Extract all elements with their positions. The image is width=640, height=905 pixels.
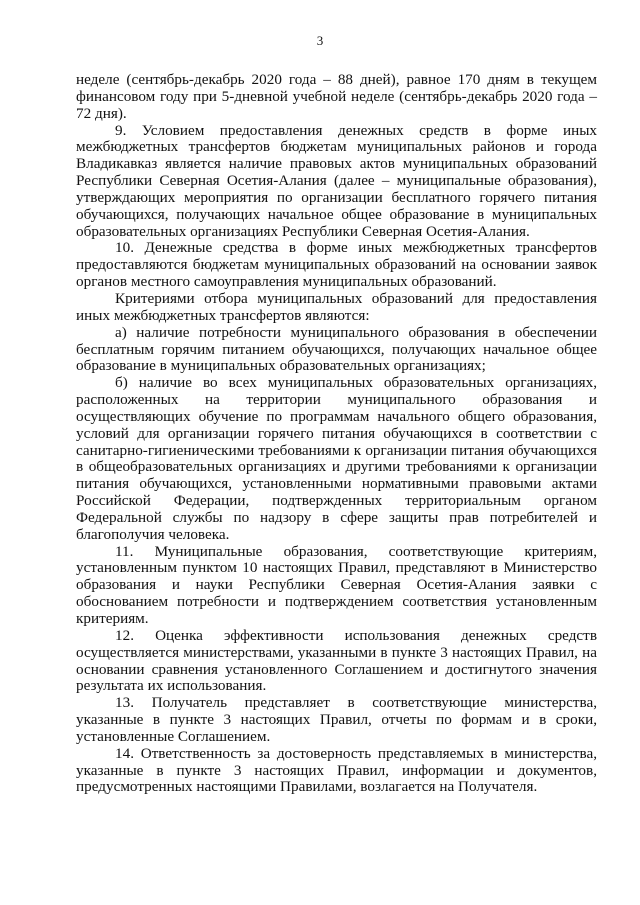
paragraph-continuation: неделе (сентябрь-декабрь 2020 года – 88 дней), равное 170 дням в текущем финансовом году при 5-дневной учебной неделе (сентябрь-декабрь 2020 года – 72 дня).	[76, 71, 597, 122]
paragraph-item-14: 14. Ответственность за достоверность представляемых в министерства, указанные в пункте 3 настоящих Правил, информации и документов, предусмотренных настоящими Правилами, возлагается на Получателя.	[76, 744, 597, 796]
page-number: 3	[316, 33, 324, 48]
paragraph-item-10: 10. Денежные средства в форме иных межбюджетных трансфертов предоставляются бюджетам муниципальных образований на основании заявок органов местного самоуправления муниципальных образований.	[76, 239, 597, 291]
paragraph-item-13: 13. Получатель представляет в соответствующие министерства, указанные в пункте 3 настоящих Правил, отчеты по формам и в сроки, установленные Соглашением.	[76, 694, 597, 745]
paragraph-criterion-b: б) наличие во всех муниципальных образовательных организациях, расположенных на территории муниципального образования и осуществляющих обучение по программам начального общего образования, условий для организации горячего питания обучающихся в соответствии с санитарно-гигиеническими требованиями к организации питания обучающихся в общеобразовательных организациях и другими требованиями к организации питания обучающихся, установленными нормативными правовыми актами Российской Федерации, подтвержденных территориальным органом Федеральной службы по надзору в сфере защиты прав потребителей и благополучия человека.	[76, 374, 597, 543]
paragraph-item-11: 11. Муниципальные образования, соответствующие критериям, установленным пунктом 10 настоящих Правил, представляют в Министерство образования и науки Республики Северная Осетия-Алания заявки с обоснованием потребности и подтверждением соответствия установленным критериям.	[76, 542, 597, 627]
document-body	[76, 72, 597, 796]
paragraph-criteria-intro: Критериями отбора муниципальных образований для предоставления иных межбюджетных трансфертов являются:	[76, 289, 597, 324]
paragraph-item-12: 12. Оценка эффективности использования денежных средств осуществляется министерствами, указанными в пункте 3 настоящих Правил, на основании сравнения установленного Соглашением и достигнутого значения результата их использования.	[76, 626, 597, 695]
paragraph-item-9: 9. Условием предоставления денежных средств в форме иных межбюджетных трансфертов бюджетам муниципальных районов и города Владикавказ является наличие правовых актов муниципальных образований Республики Северная Осетия-Алания (далее – муниципальные образования), утверждающих мероприятия по организации бесплатного горячего питания обучающихся, получающих начальное общее образование в муниципальных образовательных организациях Республики Северная Осетия-Алания.	[76, 121, 597, 240]
paragraph-criterion-a: а) наличие потребности муниципального образования в обеспечении бесплатным горячим питанием обучающихся, получающих начальное общее образование в муниципальных образовательных организациях;	[76, 323, 597, 375]
